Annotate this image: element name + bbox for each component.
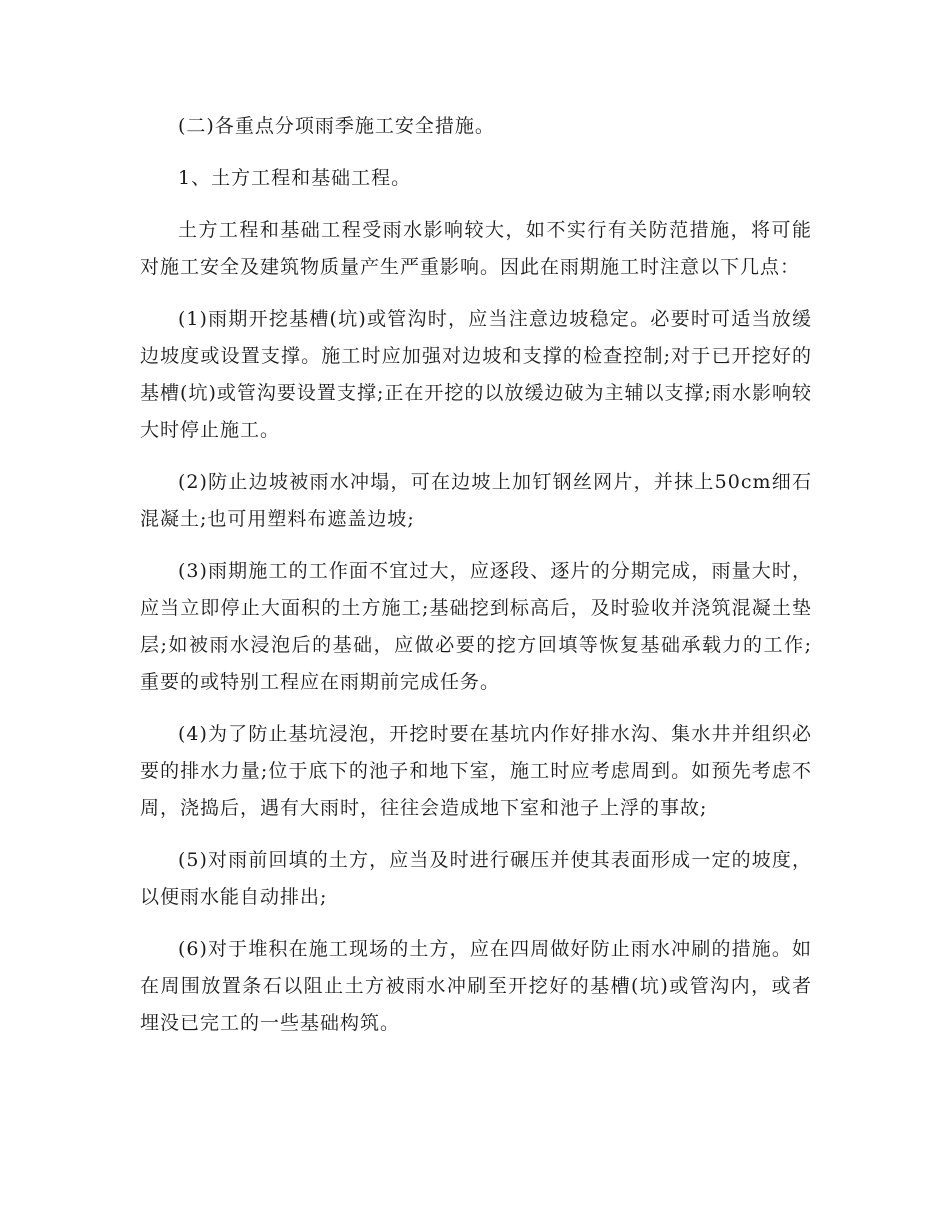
section-heading: (二)各重点分项雨季施工安全措施。 — [178, 115, 495, 137]
measure-item-1: (1)雨期开挖基槽(坑)或管沟时，应当注意边坡稳定。必要时可适当放缓边坡度或设置支撑。施工时应加强对边坡和支撑的检查控制;对于已开挖好的基槽(坑)或管沟要设置支撑;正在开挖的以放缓边破为主辅以支撑;雨水影响较大时停止施工。 — [140, 308, 812, 441]
measure-item-5: (5)对雨前回填的土方，应当及时进行碾压并使其表面形成一定的坡度，以便雨水能自动排出; — [140, 849, 812, 908]
document-body — [140, 108, 812, 1057]
intro-paragraph: 土方工程和基础工程受雨水影响较大，如不实行有关防范措施，将可能对施工安全及建筑物质量产生严重影响。因此在雨期施工时注意以下几点： — [140, 219, 812, 278]
subsection-heading: 1、土方工程和基础工程。 — [178, 167, 412, 189]
measure-item-4: (4)为了防止基坑浸泡，开挖时要在基坑内作好排水沟、集水井并组织必要的排水力量;位于底下的池子和地下室，施工时应考虑周到。如预先考虑不周，浇捣后，遇有大雨时，往往会造成地下室和池子上浮的事故; — [140, 723, 812, 819]
measure-item-2: (2)防止边坡被雨水冲塌，可在边坡上加钉钢丝网片，并抹上50cm细石混凝土;也可用塑料布遮盖边坡; — [140, 471, 812, 530]
measure-item-3: (3)雨期施工的工作面不宜过大，应逐段、逐片的分期完成，雨量大时，应当立即停止大面积的土方施工;基础挖到标高后，及时验收并浇筑混凝土垫层;如被雨水浸泡后的基础，应做必要的挖方回填等恢复基础承载力的工作;重要的或特别工程应在雨期前完成任务。 — [140, 560, 812, 693]
measure-item-6: (6)对于堆积在施工现场的土方，应在四周做好防止雨水冲刷的措施。如在周围放置条石以阻止土方被雨水冲刷至开挖好的基槽(坑)或管沟内，或者埋没已完工的一些基础构筑。 — [140, 938, 812, 1034]
